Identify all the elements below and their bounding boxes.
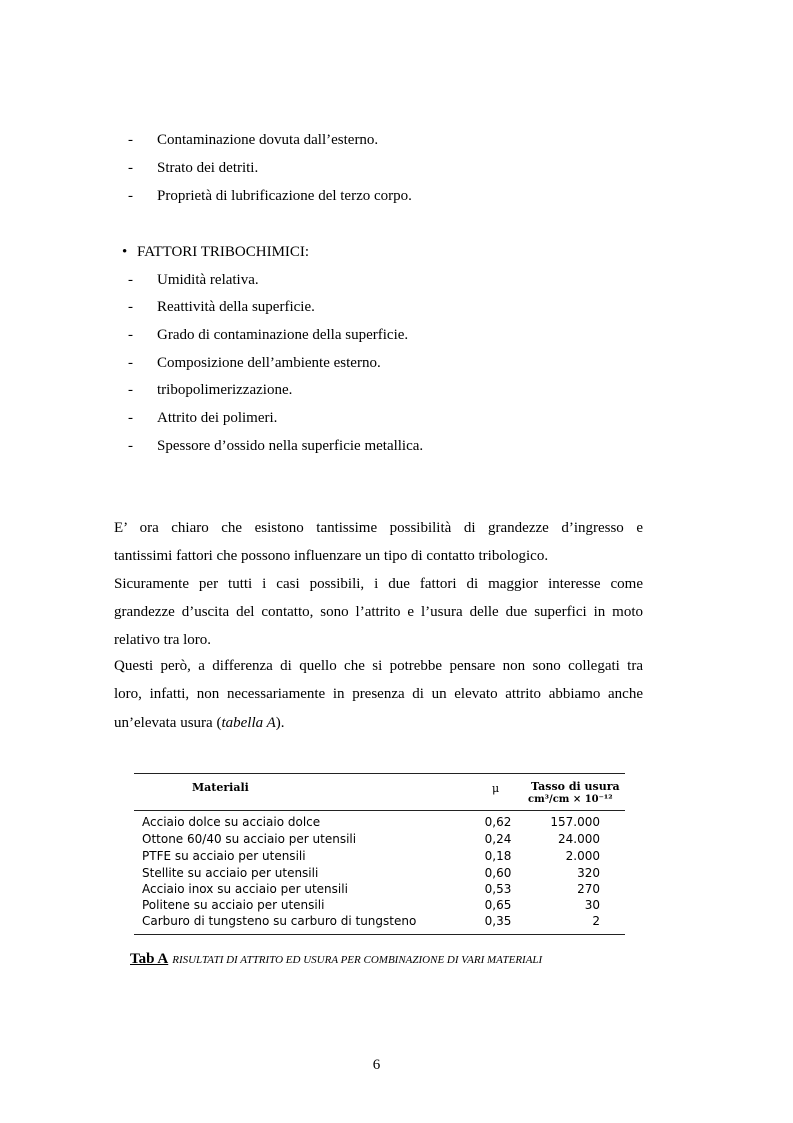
list-item: Spessore d’ossido nella superficie metallica. [157,438,424,454]
cell-rate: 2.000 [565,849,600,863]
paragraph-line: grandezze d’uscita del contatto, sono l’attrito e l’usura delle due superfici in moto [114,604,643,620]
page-number: 6 [372,1057,381,1073]
list-dash: - [128,160,133,176]
table-caption [130,950,542,968]
table-row [142,898,600,915]
cell-rate: 320 [577,866,600,880]
list-item: Proprietà di lubrificazione del terzo corpo. [157,188,412,204]
list-dash: - [128,438,133,454]
table-row [142,914,600,931]
list-dash: - [128,382,133,398]
list-dash: - [128,132,133,148]
cell-mu: 0,60 [484,866,512,880]
list-item: Contaminazione dovuta dall’esterno. [157,132,379,148]
table-row [142,832,600,849]
cell-mu: 0,65 [484,898,512,912]
cell-mu: 0,53 [484,882,512,896]
paragraph-line [114,715,643,732]
list-item: Composizione dell’ambiente esterno. [157,355,381,371]
paragraph-line: Questi però, a differenza di quello che si potrebbe pensare non sono collegati tra [114,658,643,674]
text-segment: ). [275,715,285,731]
table-row [142,815,600,832]
cell-material: Acciaio inox su acciaio per utensili [142,882,348,896]
table-row [142,882,600,899]
list-item: tribopolimerizzazione. [157,382,293,398]
list-item: Attrito dei polimeri. [157,410,278,426]
cell-material: Acciaio dolce su acciaio dolce [142,815,321,829]
list-item: Grado di contaminazione della superficie. [157,327,409,343]
list-item: Umidità relativa. [157,272,259,288]
cell-mu: 0,24 [484,832,512,846]
paragraph-line: loro, infatti, non necessariamente in presenza di un elevato attrito abbiamo anche [114,686,643,702]
list-dash: - [128,188,133,204]
caption-text: RISULTATI DI ATTRITO ED USURA PER COMBINAZIONE DI VARI MATERIALI [172,954,543,966]
cell-mu: 0,35 [484,914,512,928]
caption-label: Tab A [130,951,169,967]
cell-material: Politene su acciaio per utensili [142,898,325,912]
cell-rate: 157.000 [550,815,600,829]
paragraph-line: tantissimi fattori che possono influenzare un tipo di contatto tribologico. [114,548,549,564]
table-reference: tabella A [221,715,276,731]
header-rate-units: cm³/cm × 10⁻¹² [528,794,613,805]
list-item: Strato dei detriti. [157,160,259,176]
cell-rate: 24.000 [558,832,600,846]
cell-mu: 0,18 [484,849,512,863]
table-header-rule [134,810,625,811]
list-dash: - [128,355,133,371]
cell-rate: 270 [577,882,600,896]
paragraph-line: E’ ora chiaro che esistono tantissime possibilità di grandezze d’ingresso e [114,520,643,536]
paragraph-line: Sicuramente per tutti i casi possibili, i due fattori di maggior interesse come [114,576,643,592]
cell-material: Stellite su acciaio per utensili [142,866,319,880]
paragraph-line: relativo tra loro. [114,632,212,648]
list-dash: - [128,327,133,343]
cell-mu: 0,62 [484,815,512,829]
cell-material: Carburo di tungsteno su carburo di tungsteno [142,914,417,928]
cell-rate: 30 [584,898,600,912]
bullet-icon: • [122,244,128,260]
table-row [142,849,600,866]
list-item: Reattività della superficie. [157,299,315,315]
cell-rate: 2 [592,914,600,928]
header-mu: μ [492,782,500,795]
text-segment: un’elevata usura ( [114,715,222,731]
section-heading: FATTORI TRIBOCHIMICI: [137,244,310,260]
table-bottom-rule [134,934,625,935]
header-materials: Materiali [192,781,249,794]
header-rate: Tasso di usura [531,780,620,793]
cell-material: Ottone 60/40 su acciaio per utensili [142,832,357,846]
list-dash: - [128,272,133,288]
table-row [142,866,600,883]
list-dash: - [128,410,133,426]
table-top-rule [134,773,625,774]
cell-material: PTFE su acciaio per utensili [142,849,306,863]
list-dash: - [128,299,133,315]
